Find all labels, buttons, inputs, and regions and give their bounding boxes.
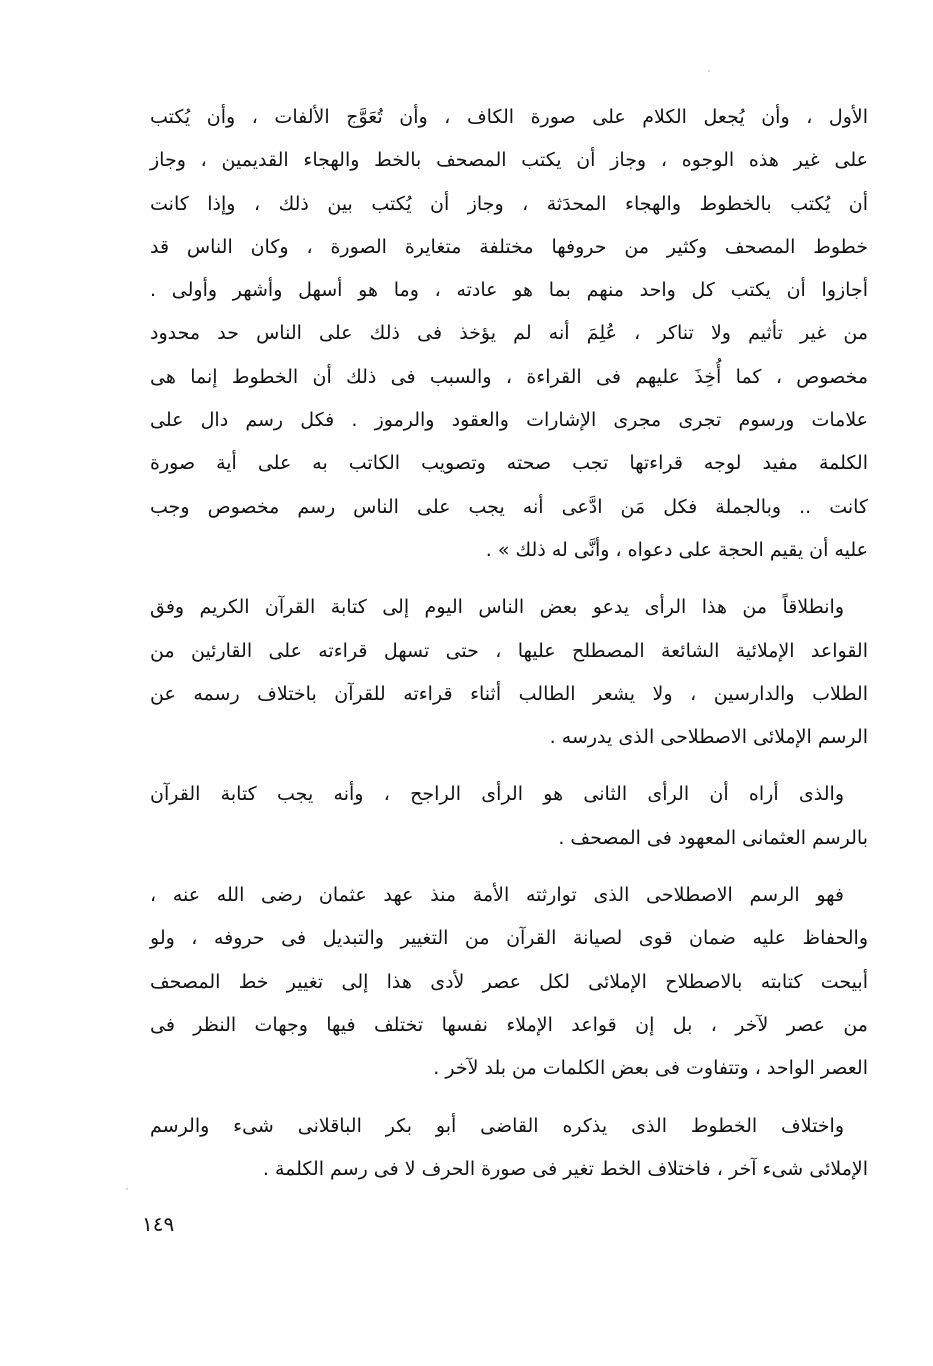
text-line: مخصوص ، كما أُخِذَ عليهم فى القراءة ، والسبب فى ذلك أن الخطوط إنما هى (150, 365, 868, 388)
text-line: الرسم الإملائى الاصطلاحى الذى يدرسه . (549, 726, 868, 749)
paragraph-5 (150, 1105, 868, 1192)
text-line: أجازوا أن يكتب كل واحد منهم بما هو عادته ، وما هو أسهل وأشهر وأولى . (150, 279, 868, 302)
paragraph-gap (150, 1091, 868, 1105)
text-line: فهو الرسم الاصطلاحى الذى توارثته الأمة منذ عهد عثمان رضى الله عنه ، (150, 884, 844, 907)
text-line: الطلاب والدارسين ، ولا يشعر الطالب أثناء قراءته للقرآن باختلاف رسمه عن (150, 682, 868, 705)
text-line: الكلمة مفيد لوجه قراءتها تجب صحته وتصويب الكاتب به على أية صورة (150, 452, 868, 475)
text-line: على غير هذه الوجوه ، وجاز أن يكتب المصحف بالخط والهجاء القديمين ، وجاز (150, 149, 868, 172)
paragraph-gap (150, 759, 868, 773)
text-line: عليه أن يقيم الحجة على دعواه ، وأنَّى له ذلك » . (485, 538, 868, 561)
text-line: والذى أراه أن الرأى الثانى هو الرأى الراجح ، وأنه يجب كتابة القرآن (150, 783, 844, 806)
text-line: علامات ورسوم تجرى مجرى الإشارات والعقود والرموز . فكل رسم دال على (150, 409, 868, 432)
text-line: بالرسم العثمانى المعهود فى المصحف . (558, 826, 868, 849)
text-line: والحفاظ عليه ضمان قوى لصيانة القرآن من التغيير والتبديل فى حروفه ، ولو (150, 927, 868, 950)
page-body (150, 96, 868, 1191)
scan-speck (708, 70, 710, 72)
page-number: ١٤٩ (142, 1212, 175, 1236)
text-line: أبيحت كتابته بالاصطلاح الإملائى لكل عصر لأدى هذا إلى تغيير خط المصحف (150, 970, 868, 993)
paragraph-2 (150, 586, 868, 759)
text-line: أن يُكتب بالخطوط والهجاء المحدَثة ، وجاز أن يُكتب بين ذلك ، وإذا كانت (150, 192, 868, 215)
text-line: من عصر لآخر ، بل إن قواعد الإملاء نفسها تختلف فيها وجهات النظر فى (150, 1013, 868, 1036)
paragraph-gap (150, 572, 868, 586)
text-line: كانت .. وبالجملة فكل مَن ادَّعى أنه يجب على الناس رسم مخصوص وجب (150, 495, 868, 518)
scan-speck (126, 1188, 128, 1190)
text-line: الإملائى شىء آخر ، فاختلاف الخط تغير فى صورة الحرف لا فى رسم الكلمة . (262, 1157, 868, 1180)
paragraph-4 (150, 874, 868, 1090)
text-line: الأول ، وأن يُجعل الكلام على صورة الكاف ، وأن تُعَوَّج الألفات ، وأن يُكتب (150, 106, 868, 128)
text-line: القواعد الإملائية الشائعة المصطلح عليها ، حتى تسهل قراءته على القارئين من (150, 639, 868, 662)
paragraph-gap (150, 860, 868, 874)
text-line: واختلاف الخطوط الذى يذكره القاضى أبو بكر الباقلانى شىء والرسم (150, 1114, 844, 1137)
text-line: خطوط المصحف وكثير من حروفها مختلفة متغايرة الصورة ، وكان الناس قد (150, 235, 868, 258)
paragraph-1 (150, 96, 868, 572)
text-line: من غير تأثيم ولا تناكر ، عُلِمَ أنه لم يؤخذ فى ذلك على الناس حد محدود (150, 322, 868, 345)
text-line: العصر الواحد ، وتتفاوت فى بعض الكلمات من بلد لآخر . (433, 1057, 868, 1080)
paragraph-3 (150, 773, 868, 860)
text-line: وانطلاقاً من هذا الرأى يدعو بعض الناس اليوم إلى كتابة القرآن الكريم وفق (150, 596, 844, 619)
